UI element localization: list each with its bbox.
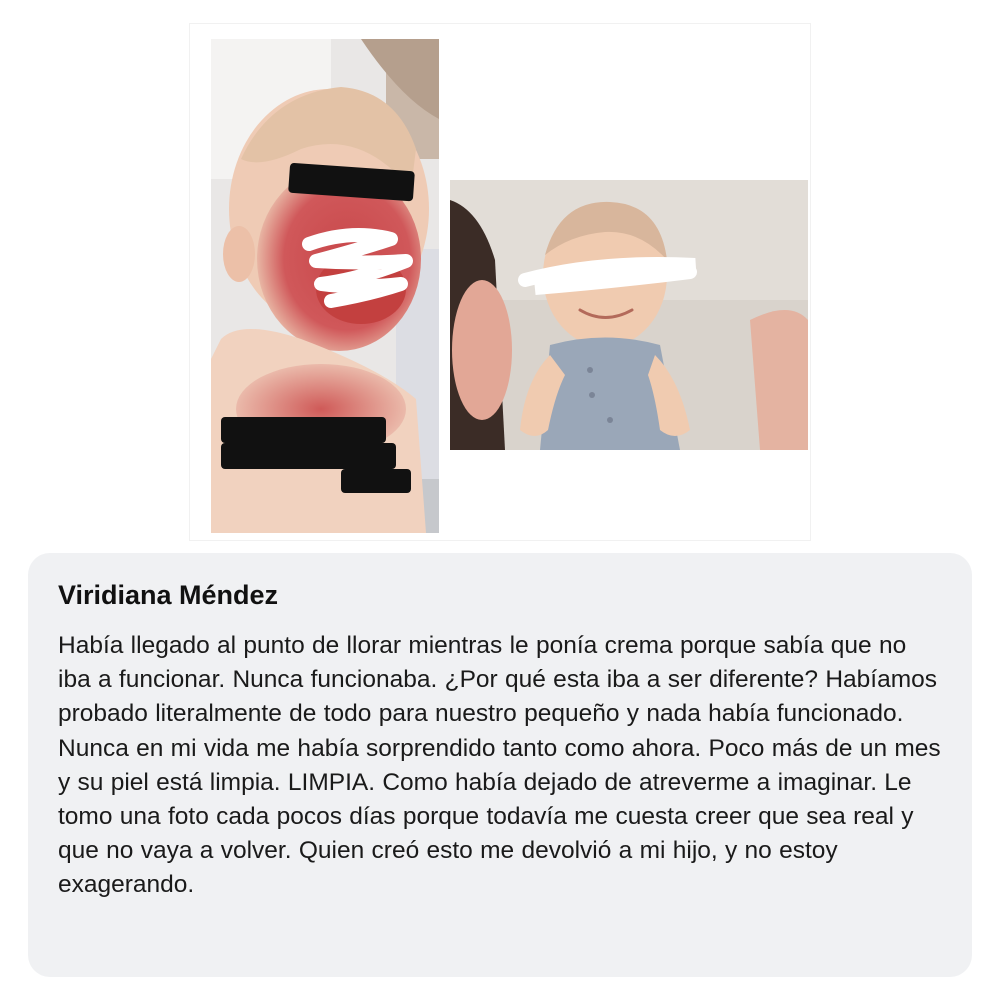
comment-card [28,553,972,977]
comment-author[interactable]: Viridiana Méndez [58,580,279,610]
before-photo[interactable] [211,39,439,533]
after-photo[interactable] [450,180,808,450]
comment-text: Había llegado al punto de llorar mientras le ponía crema porque sabía que no iba a funcionar. Nunca funcionaba. ¿Por qué esta iba a ser diferente? Habíamos probado literalmente de todo para nuestro pequeño y nada había funcionado. Nunca en mi vida me había sorprendido tanto como ahora. Poco más de un mes y su piel está limpia. LIMPIA. Como había dejado de atreverme a imaginar. Le tomo una foto cada pocos días porque todavía me cuesta creer que sea real y que no vaya a volver. Quien creó esto me devolvió a mi hijo, y no estoy exagerando. [58,632,941,899]
baby-rash-photo-icon [211,39,439,533]
photo-panel [190,24,810,540]
baby-smiling-photo-icon [450,180,808,450]
